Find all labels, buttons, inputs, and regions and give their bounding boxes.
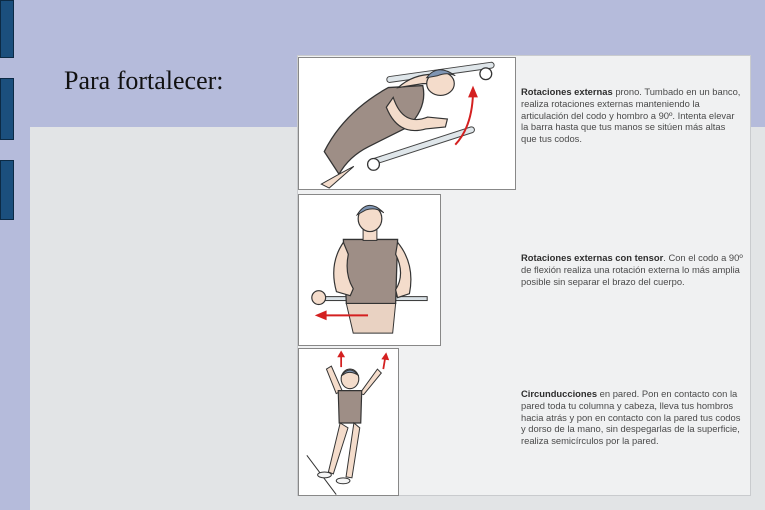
exercise-description — [521, 86, 743, 145]
exercise-name: Rotaciones externas — [521, 86, 613, 97]
exercise-illustration-band-rotation — [298, 194, 441, 346]
exercise-illustration-prone-rotation — [298, 57, 516, 190]
sidebar-decoration-bar — [0, 78, 14, 140]
exercise-description — [521, 252, 743, 287]
exercise-instructions: prono. Tumbado en un banco, realiza rotaciones externas manteniendo la articulación del codo y hombro a 90º. Intenta elevar la barra hasta que tus manos se sitúen más altas que tus codos. — [521, 86, 741, 145]
sidebar-decoration-bar — [0, 160, 14, 220]
exercise-instructions: en pared. Pon en contacto con la pared toda tu columna y cabeza, lleva tus hombros hacia atrás y pon en contacto con la pared tus codos y dorso de la mano, sin despegarlas de la superficie, realiza semicírculos por la pared. — [521, 388, 741, 447]
exercise-name: Circunducciones — [521, 388, 598, 399]
exercise-name: Rotaciones externas con tensor — [521, 252, 664, 263]
exercise-illustration-wall-circumduction — [298, 348, 399, 496]
exercise-description — [521, 388, 743, 447]
slide-title: Para fortalecer: — [64, 66, 224, 95]
sidebar-decoration-bar — [0, 0, 14, 58]
exercise-instructions: . Con el codo a 90º de flexión realiza una rotación externa lo más amplia posible sin separar el brazo del cuerpo. — [521, 252, 743, 287]
